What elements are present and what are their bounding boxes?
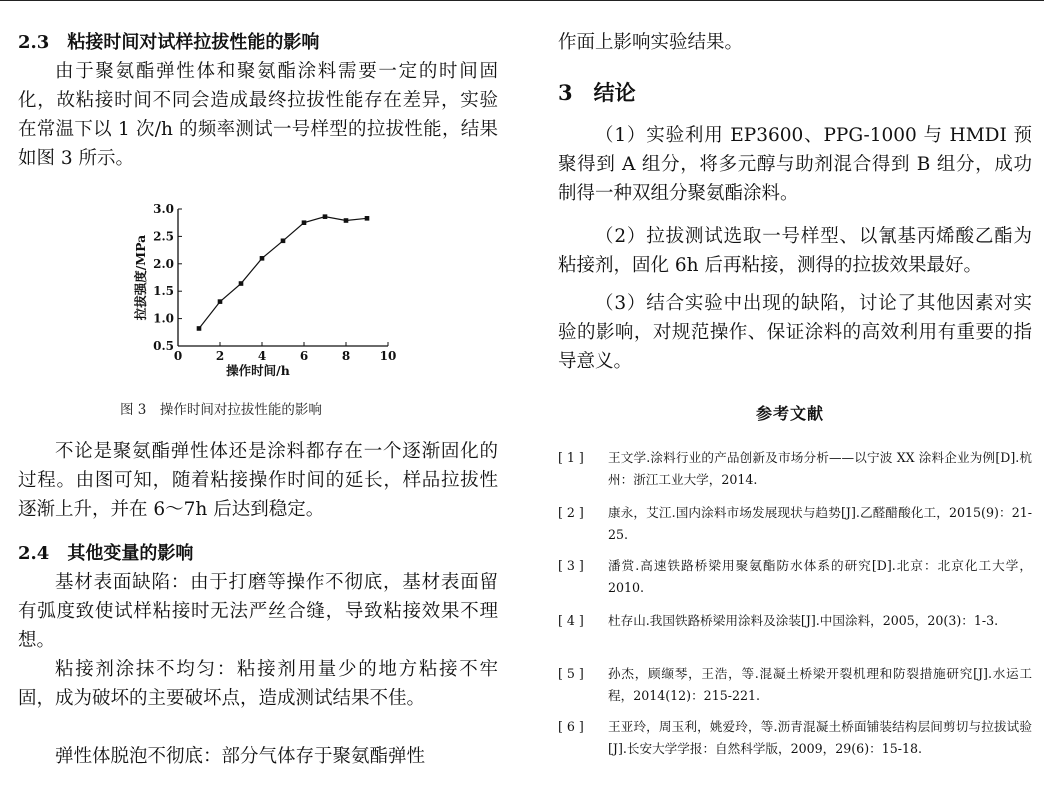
reference-item: [558, 716, 1032, 760]
figure-3-caption: 图 3 操作时间对拉拔性能的影响: [120, 402, 322, 418]
section-2-3-heading: 2.3 粘接时间对试样拉拔性能的影响: [18, 32, 320, 53]
data-point: [260, 256, 265, 261]
reference-number: [ 3 ]: [558, 558, 584, 573]
x-tick-label: 2: [215, 349, 225, 363]
section-2-4-paragraph-1: 基材表面缺陷：由于打磨等操作不彻底，基材表面留有弧度致使试样粘接时无法严丝合缝，导致粘接效果不理想。: [18, 572, 498, 651]
reference-number: [ 4 ]: [558, 613, 584, 628]
reference-text: 杜存山.我国铁路桥梁用涂料及涂装[J].中国涂料，2005，20(3)：1-3.: [608, 613, 999, 628]
reference-text: 孙杰，顾缬琴，王浩，等.混凝土桥梁开裂机理和防裂措施研究[J].水运工程，2014(12)：215-221.: [608, 666, 1032, 703]
data-point: [323, 214, 328, 219]
data-point: [302, 220, 307, 225]
data-point: [365, 216, 370, 221]
x-tick-label: 6: [299, 349, 309, 363]
paragraph-after-figure: 不论是聚氨酯弹性体还是涂料都存在一个逐渐固化的过程。由图可知，随着粘接操作时间的延长，样品拉拔性逐渐上升，并在 6～7h 后达到稳定。: [18, 441, 498, 520]
reference-number: [ 1 ]: [558, 450, 584, 465]
x-tick-label: 4: [257, 349, 267, 363]
reference-item: [558, 447, 1032, 491]
y-tick-label: 1.5: [153, 284, 174, 299]
y-axis-label: 拉拔强度/MPa: [133, 234, 148, 321]
reference-number: [ 6 ]: [558, 719, 584, 734]
figure-3-chart: [116, 195, 436, 380]
section-3-heading: 3 结论: [558, 80, 636, 105]
y-tick-label: 2.0: [153, 256, 174, 271]
continued-paragraph: 作面上影响实验结果。: [558, 32, 744, 53]
section-2-4-paragraph-3: 弹性体脱泡不彻底：部分气体存于聚氨酯弹性: [55, 746, 426, 767]
section-2-4-heading: 2.4 其他变量的影响: [18, 543, 194, 564]
reference-item: [558, 555, 1032, 599]
references-heading: 参考文献: [756, 404, 825, 423]
reference-number: [ 2 ]: [558, 505, 584, 520]
y-tick-label: 0.5: [153, 339, 174, 353]
data-point: [197, 326, 202, 331]
reference-item: [558, 610, 1032, 632]
data-point: [218, 299, 223, 304]
reference-item: [558, 663, 1032, 707]
x-axis-label: 操作时间/h: [226, 363, 290, 378]
reference-text: 王亚玲，周玉利，姚爱玲，等.沥青混凝土桥面铺装结构层间剪切与拉拔试验[J].长安大学学报：自然科学版，2009，29(6)：15-18.: [608, 719, 1032, 756]
conclusion-2: （2）拉拔测试选取一号样型、以氰基丙烯酸乙酯为粘接剂，固化 6h 后再粘接，测得的拉拔效果最好。: [558, 226, 1032, 276]
x-tick-label: 10: [379, 349, 397, 363]
conclusion-3: （3）结合实验中出现的缺陷，讨论了其他因素对实验的影响，对规范操作、保证涂料的高效利用有重要的指导意义。: [558, 293, 1032, 372]
x-tick-label: 8: [341, 349, 351, 363]
data-point: [239, 281, 244, 286]
reference-number: [ 5 ]: [558, 666, 584, 681]
reference-text: 王文学.涂料行业的产品创新及市场分析——以宁波 XX 涂料企业为例[D].杭州：浙江工业大学，2014.: [608, 450, 1032, 487]
reference-text: 康永，艾江.国内涂料市场发展现状与趋势[J].乙醛醋酸化工，2015(9)：21-25.: [608, 505, 1032, 542]
section-2-3-paragraph: 由于聚氨酯弹性体和聚氨酯涂料需要一定的时间固化，故粘接时间不同会造成最终拉拔性能存在差异，实验在常温下以 1 次/h 的频率测试一号样型的拉拔性能，结果如图 3 所示。: [18, 61, 498, 169]
top-rule: [0, 0, 1044, 1]
y-tick-label: 3.0: [153, 202, 174, 216]
conclusion-1: （1）实验利用 EP3600、PPG-1000 与 HMDI 预聚得到 A 组分，将多元醇与助剂混合得到 B 组分，成功制得一种双组分聚氨酯涂料。: [558, 125, 1032, 204]
reference-item: [558, 502, 1032, 546]
y-tick-label: 2.5: [153, 229, 174, 244]
data-point: [281, 238, 286, 243]
x-tick-label: 0: [173, 349, 183, 363]
reference-text: 潘赏.高速铁路桥梁用聚氨酯防水体系的研究[D].北京：北京化工大学，2010.: [608, 558, 1032, 595]
y-tick-label: 1.0: [153, 311, 174, 326]
section-2-4-paragraph-2: 粘接剂涂抹不均匀：粘接剂用量少的地方粘接不牢固，成为破坏的主要破坏点，造成测试结果不佳。: [18, 659, 498, 709]
series-line: [199, 217, 367, 329]
data-point: [344, 218, 349, 223]
